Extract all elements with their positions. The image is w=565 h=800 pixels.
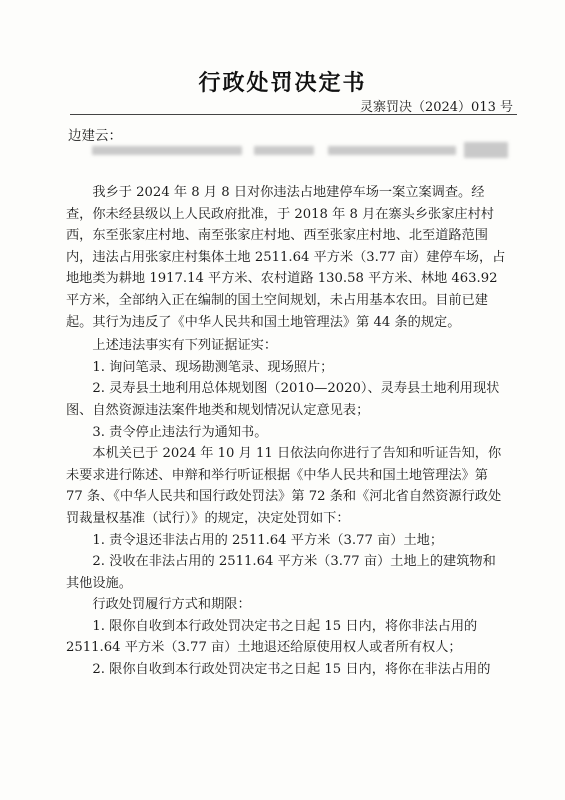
redacted-address <box>92 142 512 164</box>
paragraph-enforcement-intro: 行政处罚履行方式和期限： <box>92 597 251 613</box>
penalty-item-1: 1. 责令退还非法占用的 2511.64 平方米（3.77 亩）土地； <box>92 532 444 548</box>
addressee: 边建云： <box>68 128 122 144</box>
penalty-item-2: 2. 没收在非法占用的 2511.64 平方米（3.77 亩）土地上的建筑物和其他设施。 <box>66 554 496 591</box>
evidence-item-3: 3. 责令停止违法行为通知书。 <box>92 424 268 440</box>
document-number: 灵寨罚决（2024）013 号 <box>359 100 513 115</box>
document-title: 行政处罚决定书 <box>198 70 367 96</box>
document-body <box>66 182 508 681</box>
enforcement-item-1: 1. 限你自收到本行政处罚决定书之日起 15 日内，将你非法占用的 2511.64 平方米（3.77 亩）土地退还给原使用权人或者所有权人； <box>66 618 478 656</box>
header-divider <box>70 114 517 115</box>
paragraph-decision: 本机关已于 2024 年 10 月 11 日依法向你进行了告知和听证告知，你未要求进行陈述、申辩和举行听证根据《中华人民共和国土地管理法》第 77 条、《中华人民共和国行政处罚法》第 72 条和《河北省自然资源行政处罚裁量权基准（试行）》的规定，决定处罚如下： <box>66 446 502 526</box>
evidence-item-1: 1. 询问笔录、现场勘测笔录、现场照片； <box>92 359 334 375</box>
enforcement-item-2: 2. 限你自收到本行政处罚决定书之日起 15 日内，将你在非法占用的 <box>92 662 491 678</box>
paragraph-evidence-intro: 上述违法事实有下列证据证实： <box>92 338 278 354</box>
paragraph-findings: 我乡于 2024 年 8 月 8 日对你违法占地建停车场一案立案调查。经查，你未经县级以上人民政府批准，于 2018 年 8 月在寨头乡张家庄村村西，东至张家庄村地、南至张家庄村地、西至张家庄村地、北至道路范围内，违法占用张家庄村集体土地 2511.64 平方米（3.77 亩）建停车场，占地地类为耕地 1917.14 平方米、农村道路 130.58 平方米、林地 463.92 平方米，全部纳入正在编制的国土空间规划，未占用基本农田。目前已建起。其行为违反了《中华人民共和国土地管理法》第 44 条的规定。 <box>66 185 506 330</box>
evidence-item-2: 2. 灵寿县土地利用总体规划图（2010—2020）、灵寿县土地利用现状图、自然资源违法案件地类和规划情况认定意见表； <box>66 381 500 418</box>
